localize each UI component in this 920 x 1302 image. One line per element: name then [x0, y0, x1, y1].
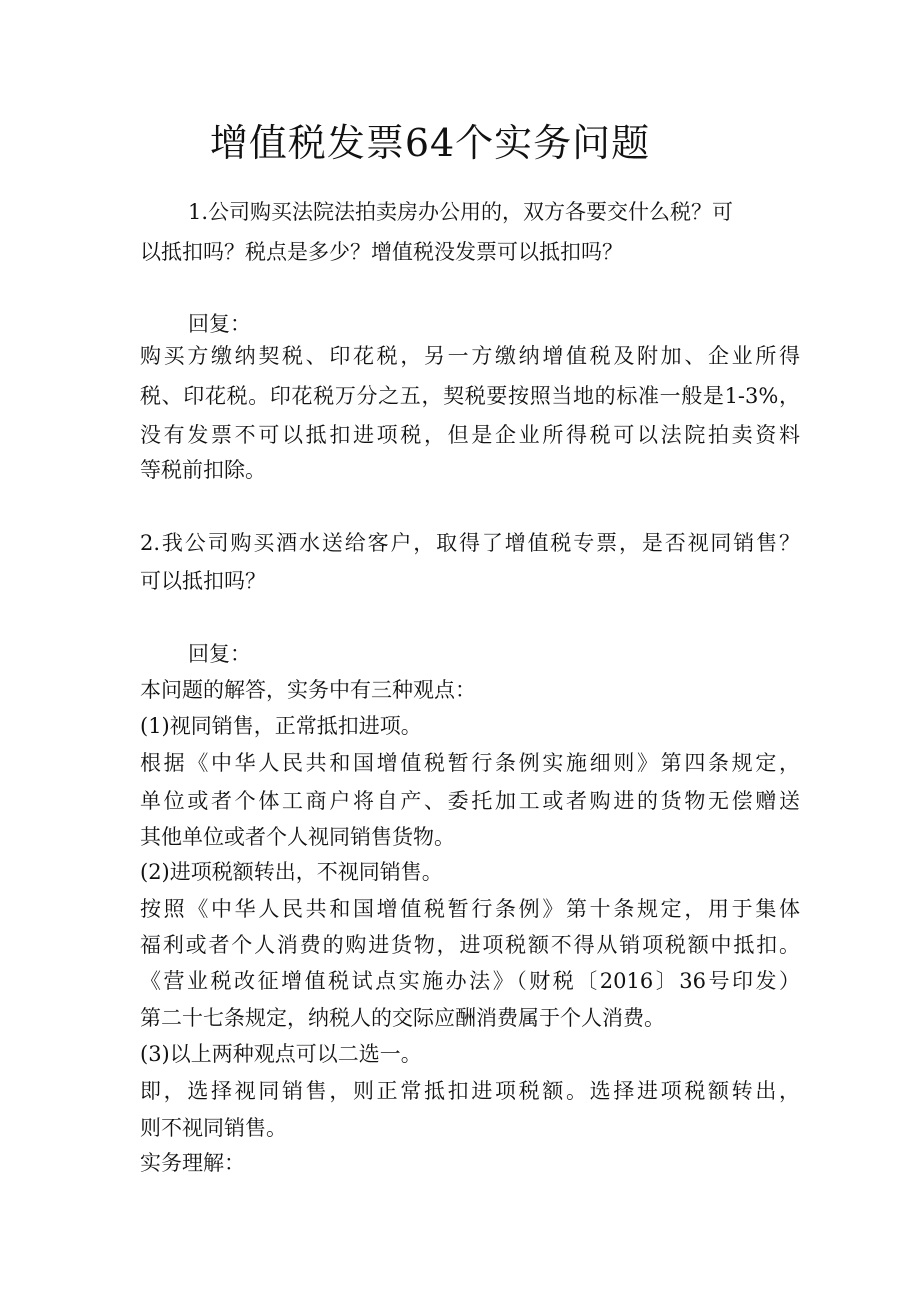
- question-1-line-1: 1.公司购买法院法拍卖房办公用的，双方各要交什么税？可: [188, 200, 734, 224]
- viewpoint-1-heading: (1)视同销售，正常抵扣进项。: [140, 714, 422, 738]
- viewpoint-3-line-1: 即，选择视同销售，则正常抵扣进项税额。选择进项税额转出，: [140, 1079, 800, 1103]
- viewpoint-3-heading: (3)以上两种观点可以二选一。: [140, 1042, 422, 1066]
- answer-1-line-2: 税、印花税。印花税万分之五，契税要按照当地的标准一般是1-3%，: [140, 384, 800, 408]
- viewpoint-1-line-3: 其他单位或者个人视同销售货物。: [140, 825, 455, 849]
- answer-2-intro: 本问题的解答，实务中有三种观点：: [140, 678, 476, 702]
- question-2-line-1: 2.我公司购买酒水送给客户，取得了增值税专票，是否视同销售？: [140, 531, 800, 555]
- document-title: 增值税发票64个实务问题: [209, 121, 651, 165]
- answer-1-line-3: 没有发票不可以抵扣进项税，但是企业所得税可以法院拍卖资料: [140, 423, 800, 447]
- question-2-line-2: 可以抵扣吗？: [140, 569, 266, 593]
- answer-1-line-4: 等税前扣除。: [140, 458, 266, 482]
- question-1-line-2: 以抵扣吗？税点是多少？增值税没发票可以抵扣吗？: [140, 240, 623, 264]
- viewpoint-2-heading: (2)进项税额转出，不视同销售。: [140, 860, 443, 884]
- reply-2-label: 回复：: [188, 642, 251, 666]
- viewpoint-1-line-2: 单位或者个体工商户将自产、委托加工或者购进的货物无偿赠送: [140, 789, 800, 813]
- answer-1-line-1: 购买方缴纳契税、印花税，另一方缴纳增值税及附加、企业所得: [140, 344, 800, 368]
- practice-understanding-label: 实务理解：: [140, 1151, 245, 1175]
- viewpoint-2-line-4: 第二十七条规定，纳税人的交际应酬消费属于个人消费。: [140, 1006, 665, 1030]
- viewpoint-2-line-1: 按照《中华人民共和国增值税暂行条例》第十条规定，用于集体: [140, 897, 800, 921]
- viewpoint-3-line-2: 则不视同销售。: [140, 1116, 287, 1140]
- reply-1-label: 回复：: [188, 312, 251, 336]
- viewpoint-1-line-1: 根据《中华人民共和国增值税暂行条例实施细则》第四条规定，: [140, 751, 800, 775]
- viewpoint-2-line-2: 福利或者个人消费的购进货物，进项税额不得从销项税额中抵扣。: [140, 933, 800, 957]
- viewpoint-2-line-3: 《营业税改征增值税试点实施办法》（财税〔2016〕36号印发）: [140, 969, 800, 993]
